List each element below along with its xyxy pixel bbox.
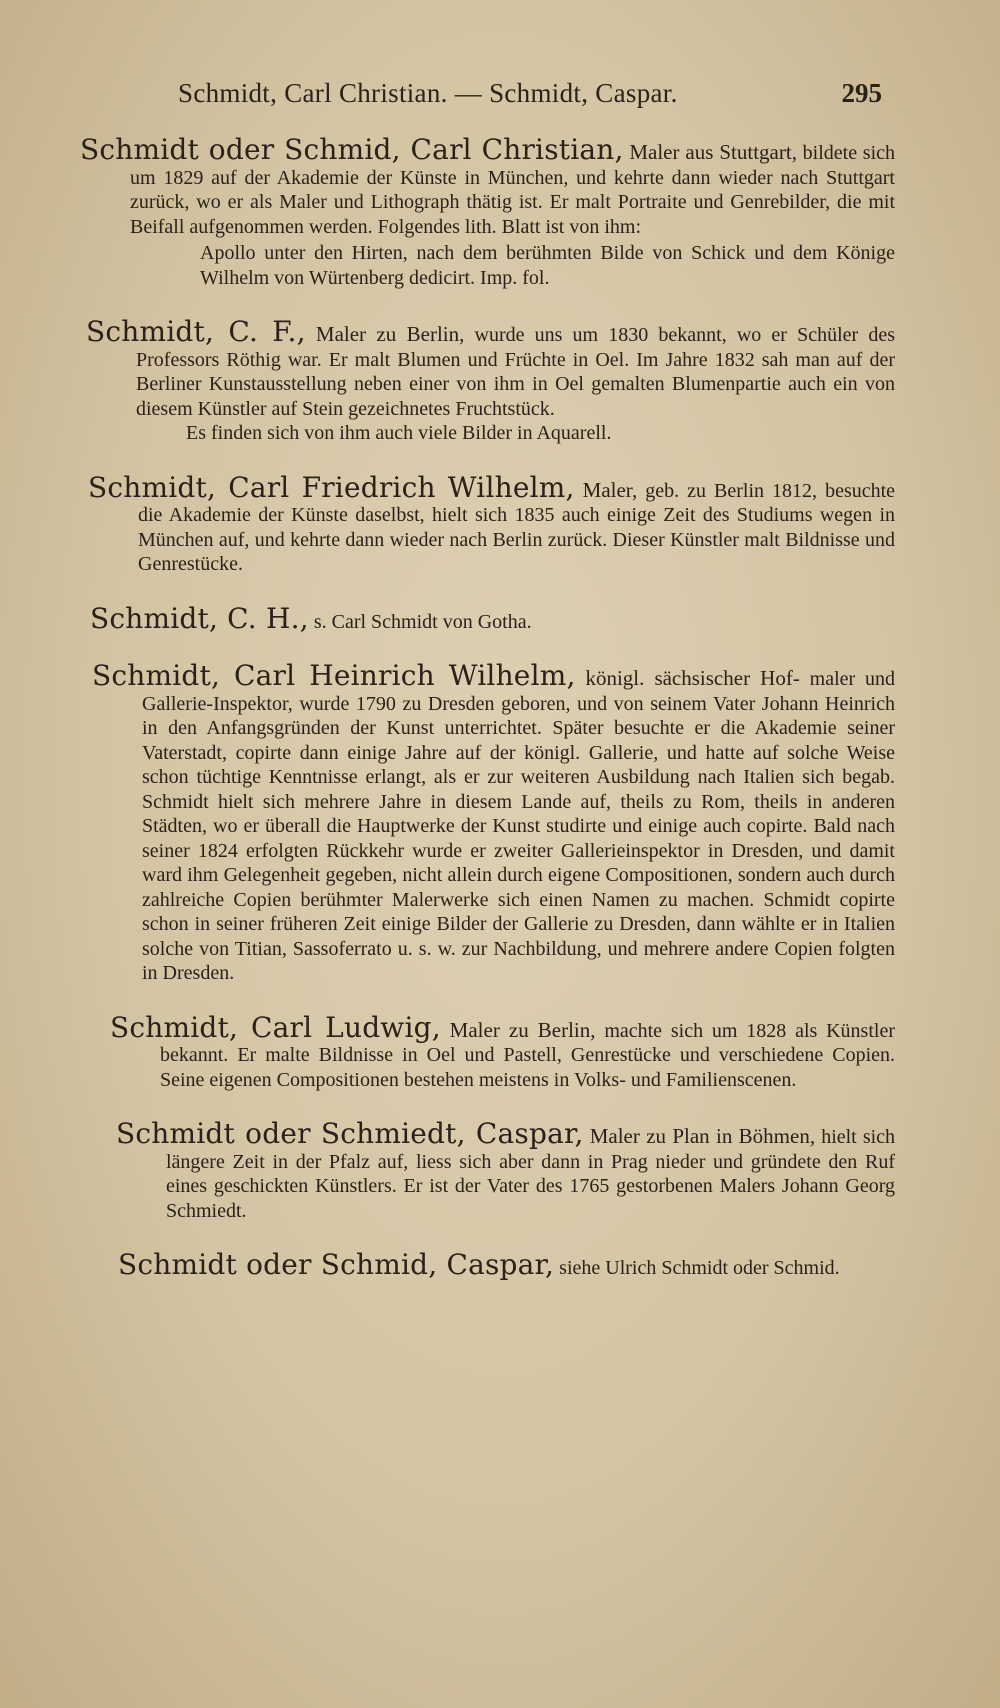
entry-role: Maler zu Berlin, [449,1017,596,1042]
entry-schmidt-c-f [86,315,895,446]
entry-subtext: Es finden sich von ihm auch viele Bilder in Aquarell. [186,422,612,444]
entry-name: Schmidt, Carl Heinrich Wilhelm, [92,659,576,692]
entry-name: Schmidt oder Schmiedt, Caspar, [116,1117,584,1150]
dictionary-entries [80,133,896,1311]
entry-name: Schmidt, Carl Ludwig, [110,1010,441,1044]
entry-name: Schmidt, Carl Friedrich Wilhelm, [88,470,575,504]
entry-text: s. Carl Schmidt von Gotha. [313,610,532,633]
entry-text: machte sich um 1828 als Künstler bekannt. Er malte Bildnisse in Oel und Pastell, Genrestücke und verschiedene Copien. Seine eigenen Compositionen bestehen meistens in Volks- und Familienscenen. [160,1019,895,1091]
entry-schmidt-caspar-schmiedt [116,1117,896,1223]
entry-role: Maler, [582,477,638,502]
entry-schmidt-carl-ludwig [110,1010,895,1093]
entry-role: königl. sächsischer Hof- [585,666,800,690]
entry-schmidt-carl-christian [80,133,895,290]
entry-text: wurde uns um 1830 bekannt, wo er Schüler des Professors Röthig war. Er malt Blumen und Früchte in Oel. Im Jahre 1832 sah man auf der Berliner Kunstausstellung neben einer von ihm in Oel gemalten Blumenpartie auch ein von diesem Künstler auf Stein gezeichnetes Fruchtstück. [136,324,895,420]
entry-name: Schmidt oder Schmid, Carl Christian, [80,133,624,166]
entry-subtext: Apollo unter den Hirten, nach dem berühmten Bilde von Schick und dem Könige Wilhelm von Würtenberg dedicirt. Imp. fol. [200,242,895,289]
page-number: 295 [841,78,882,108]
entry-name: Schmidt, C. H., [90,601,309,635]
entry-role: Maler aus Stuttgart, [629,140,797,164]
entry-text: geb. zu Berlin 1812, besuchte die Akademie der Künste daselbst, hielt sich 1835 auch einige Zeit des Studiums wegen in München auf, und kehrte dann wieder nach Berlin zurück. Dieser Künstler malt Bildnisse und Genrestücke. [138,479,896,575]
entry-schmidt-carl-heinrich-wilhelm [92,659,896,986]
entry-text: bildete sich um 1829 auf der Akademie der Künste in München, und kehrte dann wieder nach Stuttgart zurück, wo er als Maler und Lithograph thätig ist. Er malt Portraite und Genrebilder, die mit Beifall aufgenommen werden. Folgendes lith. Blatt ist von ihm: [130,142,895,238]
entry-text: maler und Gallerie-Inspektor, wurde 1790 zu Dresden geboren, und von seinem Vater Johann Heinrich in den Anfangsgründen der Kunst unterrichtet. Später besuchte er die Akademie seiner Vaterstadt, copirte dann einige Jahre auf der königl. Gallerie, und hatte auf solche Weise schon tüchtige Kenntnisse erlangt, als er zur weiteren Ausbildung nach Italien sich begab. Schmidt hielt sich mehrere Jahre in diesem Lande auf, theils zu Rom, theils in anderen Städten, wo er überall die Hauptwerke der Kunst studirte und einige auch copirte. Bald nach seiner 1824 erfolgten Rückkehr wurde er zweiter Gallerieinspektor in Dresden, und damit ward ihm Gelegenheit gegeben, nicht allein durch eigene Compositionen, sondern auch durch zahlreiche Copien berühmter Malerwerke sich einen Namen zu machen. Schmidt copirte schon in seiner früheren Zeit einige Bilder der Gallerie zu Dresden, dann wählte er in Italien solche von Titian, Sassoferrato u. s. w. zur Nachbildung, und mehrere andere Copien folgten in Dresden. [142,668,896,984]
entry-name: Schmidt oder Schmid, Caspar, [118,1248,555,1281]
entry-text: hielt sich längere Zeit in der Pfalz auf, liess sich aber dann in Prag nieder und gründete den Ruf eines geschickten Künstlers. Er ist der Vater des 1765 gestorbenen Malers Johann Georg Schmiedt. [166,1126,896,1222]
entry-schmidt-c-h [90,601,895,635]
entry-text: siehe Ulrich Schmidt oder Schmid. [559,1257,840,1279]
entry-schmidt-carl-friedrich-wilhelm [88,470,896,577]
entry-schmidt-caspar-schmid [118,1248,895,1281]
entry-role: Maler zu Berlin, [315,322,465,346]
running-title: Schmidt, Carl Christian. — Schmidt, Caspar. [178,78,678,108]
entry-name: Schmidt, C. F., [86,315,306,348]
entry-role: Maler zu Plan in Böhmen, [589,1124,816,1148]
